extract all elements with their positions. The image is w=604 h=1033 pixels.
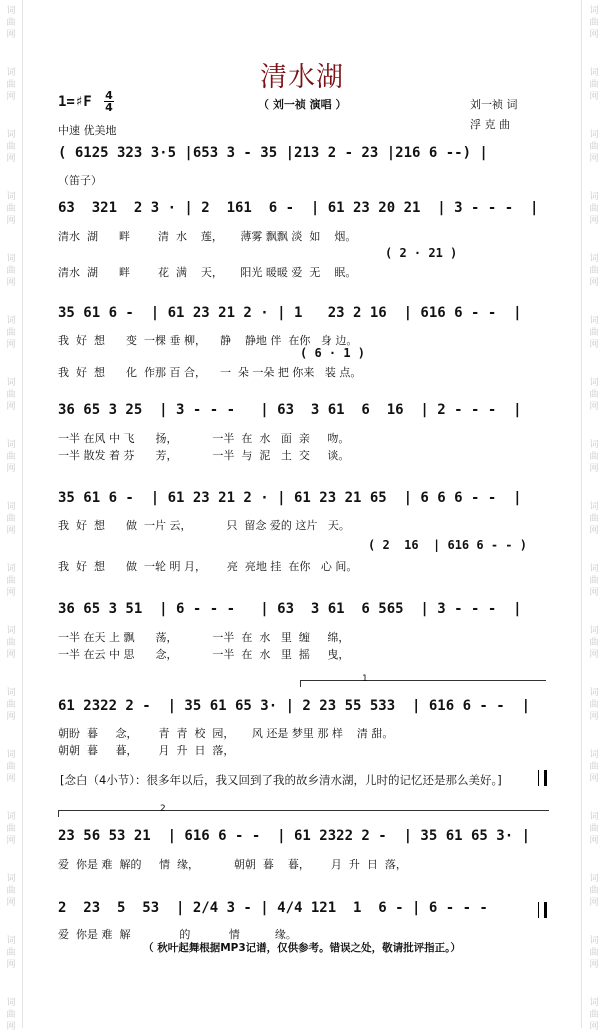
- watermark-text: 词 曲 网: [589, 936, 599, 970]
- song-title: 清水湖: [260, 62, 344, 93]
- watermark-text: 词 曲 网: [6, 254, 16, 288]
- score-row-intro: ( 6125 323 3·5 |653 3 - 35 |213 2 - 23 |216 6 --) |: [58, 145, 488, 161]
- score-row-5: 36 65 3 51 | 6 - - - | 63 3 61 6 565 | 3 - - - |: [58, 601, 522, 617]
- watermark-text: 词 曲 网: [6, 688, 16, 722]
- lyric-row-3-verse-1: 一半 在风 中 飞 扬， 一半 在 水 面 亲 吻。: [58, 432, 350, 445]
- repeat-barline: [538, 770, 547, 786]
- watermark-text: 词 曲 网: [6, 316, 16, 350]
- watermark-text: 词 曲 网: [6, 502, 16, 536]
- watermark-text: 词 曲 网: [589, 750, 599, 784]
- key-signature: 1=♯F: [58, 94, 92, 110]
- lyric-row-6-verse-2: 朝朝 暮 暮， 月 升 日 落，: [58, 744, 235, 757]
- watermark-text: 词 曲 网: [589, 812, 599, 846]
- final-barline: [538, 902, 547, 918]
- alt-notes-row-2: ( 6 · 1 ): [300, 346, 366, 360]
- watermark-text: 词 曲 网: [6, 874, 16, 908]
- watermark-text: 词 曲 网: [6, 68, 16, 102]
- watermark-text: 词 曲 网: [589, 254, 599, 288]
- volta-1-label: 1: [362, 674, 368, 684]
- watermark-text: 词 曲 网: [6, 440, 16, 474]
- watermark-text: 词 曲 网: [589, 316, 599, 350]
- watermark-text: 词 曲 网: [589, 68, 599, 102]
- score-row-3: 36 65 3 25 | 3 - - - | 63 3 61 6 16 | 2 - - - |: [58, 402, 522, 418]
- score-row-6: 61 2322 2 - | 35 61 65 3· | 2 23 55 533 | 616 6 - - |: [58, 698, 531, 714]
- lyric-row-1-verse-1: 清水 湖 畔 清 水 莲， 薄雾 飘飘 淡 如 烟。: [58, 230, 357, 243]
- watermark-text: 词 曲 网: [6, 192, 16, 226]
- lyric-row-5-verse-1: 一半 在天 上 飘 荡， 一半 在 水 里 缠 绵，: [58, 631, 350, 644]
- watermark-text: 词 曲 网: [589, 440, 599, 474]
- tempo-marking: 中速 优美地: [58, 124, 117, 137]
- watermark-text: 词 曲 网: [589, 130, 599, 164]
- singer-credit: （ 刘一祯 演唱 ）: [258, 98, 347, 111]
- watermark-text: 词 曲 网: [589, 6, 599, 40]
- volta-1-bracket: [300, 680, 546, 687]
- watermark-text: 词 曲 网: [589, 688, 599, 722]
- recitation-note: [念白（4小节）：很多年以后，我又回到了我的故乡清水湖，儿时的记忆还是那么美好。]: [60, 773, 502, 787]
- left-watermark-column: [0, 0, 23, 1032]
- lyric-row-5-verse-2: 一半 在云 中 思 念， 一半 在 水 里 摇 曳，: [58, 648, 350, 661]
- lyric-row-4-verse-2: 我 好 想 做 一轮 明 月， 亮 亮地 挂 在你 心 间。: [58, 560, 358, 573]
- right-watermark-column: [581, 0, 604, 1032]
- lyric-row-2-verse-1: 我 好 想 变 一棵 垂 柳， 静 静地 伴 在你 身 边。: [58, 334, 358, 347]
- lyric-row-6-verse-1: 朝盼 暮 念， 青 青 校 园， 风 还是 梦里 那 样 清 甜。: [58, 727, 394, 740]
- lyric-row-4-verse-1: 我 好 想 做 一片 云， 只 留念 爱的 这片 天。: [58, 519, 350, 532]
- score-row-8: 2 23 5 53 | 2/4 3 - | 4/4 121 1 6 - | 6 - - -: [58, 900, 488, 916]
- volta-2-bracket: [58, 810, 549, 817]
- time-signature-top: 4: [105, 89, 113, 102]
- watermark-text: 词 曲 网: [6, 130, 16, 164]
- watermark-text: 词 曲 网: [589, 626, 599, 660]
- watermark-text: 词 曲 网: [6, 626, 16, 660]
- lyric-row-2-verse-2: 我 好 想 化 作那 百 合， 一 朵 一朵 把 你来 装 点。: [58, 366, 362, 379]
- alt-notes-row-1: ( 2 · 21 ): [385, 246, 458, 260]
- watermark-text: 词 曲 网: [6, 936, 16, 970]
- score-row-4: 35 61 6 - | 61 23 21 2 · | 61 23 21 65 | 6 6 6 - - |: [58, 490, 522, 506]
- lyric-row-3-verse-2: 一半 散发 着 芬 芳， 一半 与 泥 土 交 谈。: [58, 449, 350, 462]
- watermark-text: 词 曲 网: [6, 6, 16, 40]
- composer-credit: 浮 克 曲: [470, 118, 510, 131]
- watermark-text: 词 曲 网: [6, 564, 16, 598]
- watermark-text: 词 曲 网: [6, 812, 16, 846]
- time-signature-bottom: 4: [105, 101, 113, 114]
- score-row-2: 35 61 6 - | 61 23 21 2 · | 1 23 2 16 | 616 6 - - |: [58, 305, 522, 321]
- score-row-7: 23 56 53 21 | 616 6 - - | 61 2322 2 - | 35 61 65 3· |: [58, 828, 531, 844]
- watermark-text: 词 曲 网: [6, 750, 16, 784]
- alt-notes-row-4: ( 2 16 | 616 6 - - ): [368, 538, 527, 552]
- watermark-text: 词 曲 网: [589, 192, 599, 226]
- lyricist-credit: 刘一祯 词: [470, 98, 518, 111]
- lyric-row-8: 爱 你是 难 解 的 情 缘。: [58, 928, 297, 941]
- volta-2-label: 2: [160, 804, 166, 814]
- lyric-row-7: 爱 你是 难 解的 情 缘， 朝朝 暮 暮， 月 升 日 落，: [58, 858, 407, 871]
- transcription-footnote: （ 秋叶起舞根据MP3记谱，仅供参考。错误之处，敬请批评指正。）: [143, 942, 461, 954]
- watermark-text: 词 曲 网: [589, 502, 599, 536]
- watermark-text: 词 曲 网: [6, 378, 16, 412]
- watermark-text: 词 曲 网: [6, 998, 16, 1032]
- watermark-text: 词 曲 网: [589, 874, 599, 908]
- time-signature: [104, 90, 114, 113]
- lyric-row-1-verse-2: 清水 湖 畔 花 满 天， 阳光 暖暖 爱 无 眠。: [58, 266, 357, 279]
- watermark-text: 词 曲 网: [589, 378, 599, 412]
- watermark-text: 词 曲 网: [589, 564, 599, 598]
- score-row-1: 63 321 2 3 · | 2 161 6 - | 61 23 20 21 | 3 - - - |: [58, 200, 539, 216]
- intro-instrument-label: （笛子）: [58, 174, 102, 187]
- watermark-text: 词 曲 网: [589, 998, 599, 1032]
